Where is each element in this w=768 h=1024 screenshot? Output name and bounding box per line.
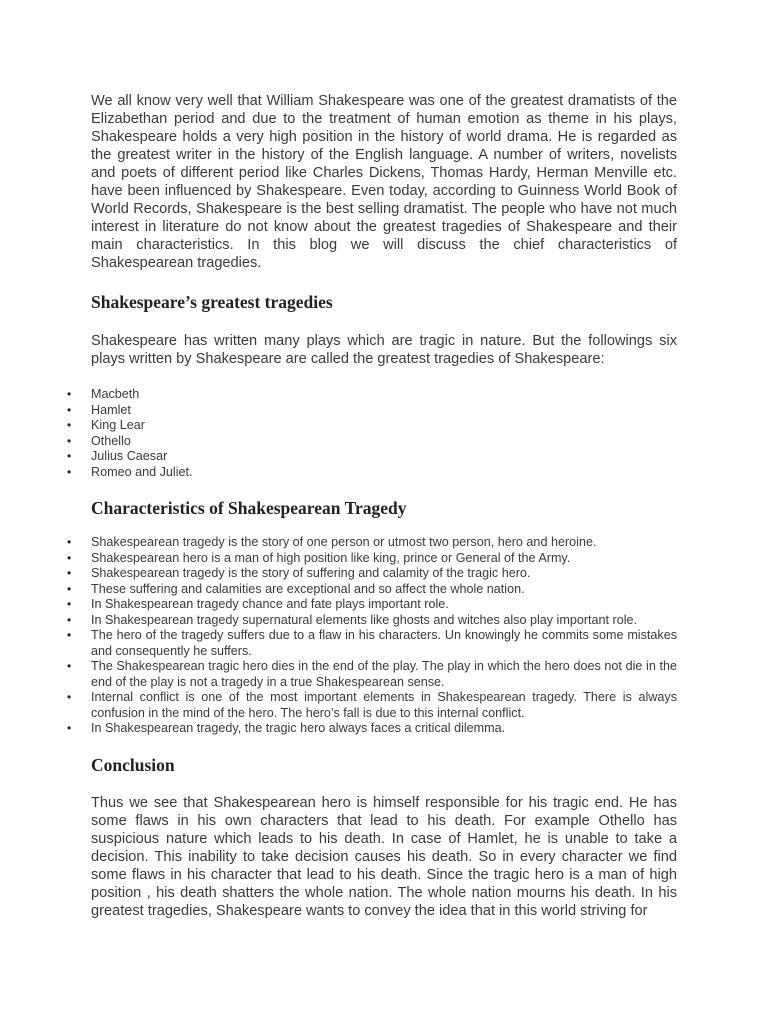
bullet-icon: • (67, 659, 72, 673)
list-item (67, 402, 677, 419)
list-item (67, 418, 677, 434)
list-item-text: The hero of the tragedy suffers due to a flaw in his characters. Un knowingly he commits some mistakes and consequently he suffers. (91, 628, 677, 658)
list-item (67, 387, 677, 403)
list-item (67, 659, 677, 690)
list-item (67, 581, 677, 598)
list-item (67, 464, 677, 481)
bullet-icon: • (67, 566, 72, 580)
list-item (67, 597, 677, 613)
conclusion-heading: Conclusion (91, 754, 175, 775)
list-item-text: Romeo and Juliet. (91, 464, 193, 479)
list-item-text: Shakespearean tragedy is the story of suffering and calamity of the tragic hero. (91, 566, 531, 580)
list-item-text: These suffering and calamities are exceptional and so affect the whole nation. (91, 581, 525, 596)
bullet-icon: • (67, 418, 72, 432)
list-item-text: In Shakespearean tragedy, the tragic hero always faces a critical dilemma. (91, 721, 506, 735)
list-item (67, 612, 677, 629)
list-item-text: Shakespearean tragedy is the story of one person or utmost two person, hero and heroine. (91, 535, 597, 549)
list-item-text: In Shakespearean tragedy chance and fate plays important role. (91, 597, 449, 611)
bullet-icon: • (67, 597, 72, 611)
list-item-text: Macbeth (91, 387, 140, 401)
tragedies-list (67, 387, 677, 480)
bullet-icon: • (67, 550, 72, 565)
characteristics-heading: Characteristics of Shakespearean Tragedy (91, 498, 407, 518)
tragedies-heading: Shakespeare’s greatest tragedies (91, 292, 333, 312)
list-item (67, 566, 677, 582)
list-item-text: Internal conflict is one of the most important elements in Shakespearean tragedy. There is always confusion in the mind of the hero. The hero’s fall is due to this internal conflict. (91, 690, 677, 720)
conclusion-paragraph: Thus we see that Shakespearean hero is himself responsible for his tragic end. He has some flaws in his own characters that lead to his death. For example Othello has suspicious nature which leads to his death. In case of Hamlet, he is unable to take a decision. This inability to take decision causes his death. So in every character we find some flaws in his character that lead to his death. Since the tragic hero is a man of high position , his death shatters the whole nation. The whole nation mourns his death. In his greatest tragedies, Shakespeare wants to convey the idea that in this world striving for (91, 794, 677, 919)
list-item (67, 433, 677, 450)
list-item (67, 628, 677, 659)
bullet-icon: • (67, 612, 72, 627)
bullet-icon: • (67, 464, 72, 479)
list-item (67, 535, 677, 551)
list-item-text: Julius Caesar (91, 449, 168, 463)
list-item (67, 721, 677, 737)
document-page (67, 92, 677, 920)
list-item (67, 550, 677, 567)
list-item-text: The Shakespearean tragic hero dies in the end of the play. The play in which the hero does not die in the end of the play is not a tragedy in a true Shakespearean sense. (91, 659, 677, 689)
list-item (67, 690, 677, 721)
bullet-icon: • (67, 721, 72, 735)
bullet-icon: • (67, 387, 72, 401)
bullet-icon: • (67, 433, 72, 448)
intro-paragraph: We all know very well that William Shakespeare was one of the greatest dramatists of the Elizabethan period and due to the treatment of human emotion as theme in his plays, Shakespeare holds a very high position in the history of world drama. He is regarded as the greatest writer in the history of the English language. A number of writers, novelists and poets of different period like Charles Dickens, Thomas Hardy, Herman Menville etc. have been influenced by Shakespeare. Even today, according to Guinness World Book of World Records, Shakespeare is the best selling dramatist. The people who have not much interest in literature do not know about the greatest tragedies of Shakespeare and their main characteristics. In this blog we will discuss the chief characteristics of Shakespearean tragedies. (91, 93, 677, 271)
bullet-icon: • (67, 449, 72, 463)
list-item-text: Shakespearean hero is a man of high position like king, prince or General of the Army. (91, 550, 571, 565)
tragedies-paragraph: Shakespeare has written many plays which are tragic in nature. But the followings six plays written by Shakespeare are called the greatest tragedies of Shakespeare: (91, 333, 677, 367)
bullet-icon: • (67, 690, 72, 704)
list-item-text: In Shakespearean tragedy supernatural elements like ghosts and witches also play important role. (91, 612, 638, 627)
list-item (67, 449, 677, 465)
list-item-text: Hamlet (91, 402, 131, 417)
list-item-text: King Lear (91, 418, 145, 432)
characteristics-list (67, 535, 677, 737)
bullet-icon: • (67, 402, 72, 417)
bullet-icon: • (67, 535, 72, 549)
list-item-text: Othello (91, 433, 131, 448)
bullet-icon: • (67, 628, 72, 642)
bullet-icon: • (67, 581, 72, 596)
